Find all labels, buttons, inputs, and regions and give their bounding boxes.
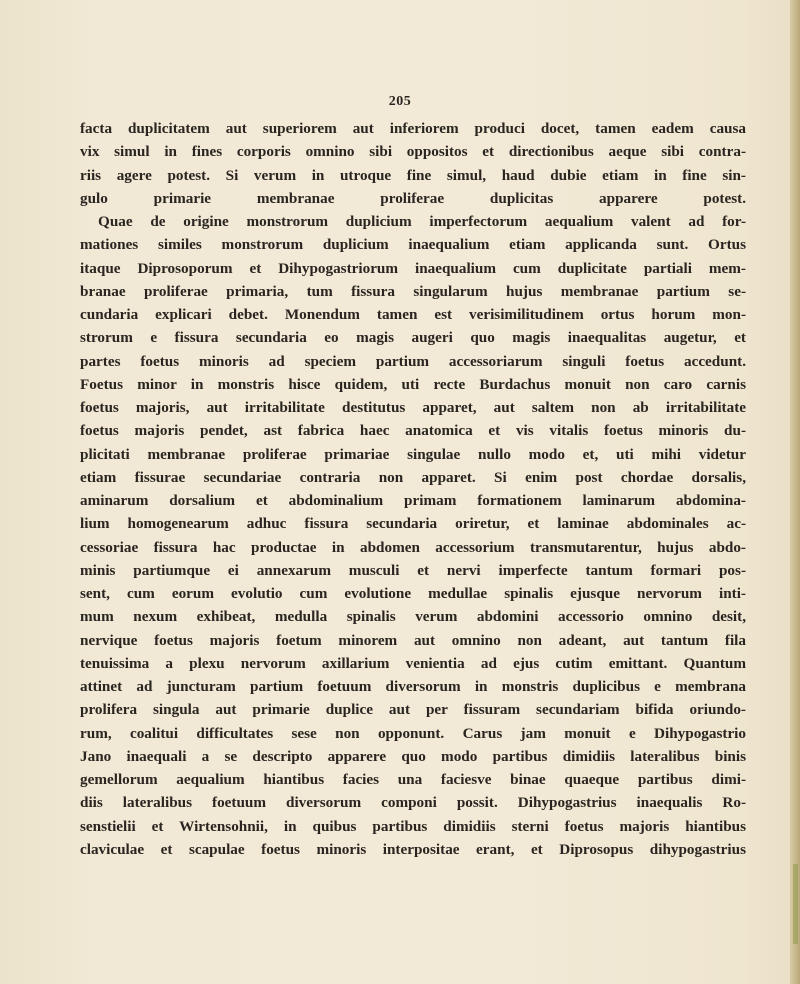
text-line: diis lateralibus foetuum diversorum componi possit. Dihypogastrius inaequalis Ro-: [80, 794, 746, 812]
text-line: partes foetus minoris ad speciem partium accessoriarum singuli foetus accedunt.: [80, 352, 746, 370]
text-line: Jano inaequali a se descripto apparere quo modo partibus dimidiis lateralibus binis: [80, 747, 746, 765]
text-line: riis agere potest. Si verum in utroque fine simul, haud dubie etiam in fine sin-: [80, 166, 746, 184]
text-line: prolifera singula aut primarie duplice aut per fissuram secundariam bifida oriundo-: [80, 701, 746, 719]
text-line: claviculae et scapulae foetus minoris interpositae erant, et Diprosopus dihypogastrius: [80, 840, 746, 858]
page-number: 205: [388, 94, 412, 109]
text-line: strorum e fissura secundaria eo magis augeri quo magis inaequalitas augetur, et: [80, 329, 746, 347]
text-line: lium homogenearum adhuc fissura secundaria oriretur, et laminae abdominales ac-: [80, 515, 746, 533]
text-line: gulo primarie membranae proliferae duplicitas apparere potest.: [80, 189, 746, 207]
text-line: cundaria explicari debet. Monendum tamen est verisimilitudinem ortus horum mon-: [80, 306, 746, 323]
text-line: senstielii et Wirtensohnii, in quibus partibus dimidiis sterni foetus majoris hiantibus: [80, 817, 746, 835]
text-line: Foetus minor in monstris hisce quidem, uti recte Burdachus monuit non caro carnis: [80, 375, 746, 393]
body-text: [80, 117, 746, 861]
text-line: etiam fissurae secundariae contraria non apparet. Si enim post chordae dorsalis,: [80, 468, 746, 486]
text-line: foetus majoris, aut irritabilitate destitutus apparet, aut saltem non ab irritabilitate: [80, 399, 746, 416]
text-line: minis partiumque ei annexarum musculi et nervi imperfecte tantum formari pos-: [80, 561, 746, 579]
text-line: Quae de origine monstrorum duplicium imperfectorum aequalium valent ad for-: [98, 213, 746, 230]
page-edge-mark: [793, 864, 798, 944]
page-edge: [790, 0, 800, 984]
text-line: vix simul in fines corporis omnino sibi oppositos et directionibus aeque sibi contra-: [80, 143, 746, 161]
text-line: aminarum dorsalium et abdominalium primam formationem laminarum abdomina-: [80, 492, 746, 509]
text-line: gemellorum aequalium hiantibus facies una faciesve binae quaeque partibus dimi-: [80, 771, 746, 788]
text-line: itaque Diprosoporum et Dihypogastriorum inaequalium cum duplicitate partiali mem-: [80, 259, 746, 277]
text-line: sent, cum eorum evolutio cum evolutione medullae spinalis ejusque nervorum inti-: [80, 585, 746, 602]
text-line: attinet ad juncturam partium foetuum diversorum in monstris duplicibus e membrana: [80, 678, 746, 695]
text-line: cessoriae fissura hac productae in abdomen accessorium transmutarentur, hujus abdo-: [80, 538, 746, 556]
text-line: rum, coalitui difficultates sese non opponunt. Carus jam monuit e Dihypogastrio: [80, 724, 746, 742]
text-line: mationes similes monstrorum duplicium inaequalium etiam applicanda sunt. Ortus: [80, 236, 746, 254]
text-line: facta duplicitatem aut superiorem aut inferiorem produci docet, tamen eadem causa: [80, 120, 746, 137]
text-line: branae proliferae primaria, tum fissura singularum hujus membranae partium se-: [80, 282, 746, 300]
text-line: tenuissima a plexu nervorum axillarium venientia ad ejus cutim emittant. Quantum: [80, 654, 746, 672]
text-line: mum nexum exhibeat, medulla spinalis verum abdomini accessorio omnino desit,: [80, 608, 746, 626]
text-line: foetus majoris pendet, ast fabrica haec anatomica et vis vitalis foetus minoris du-: [80, 422, 746, 440]
text-line: nervique foetus majoris foetum minorem aut omnino non adeant, aut tantum fila: [80, 631, 746, 649]
text-line: plicitati membranae proliferae primariae singulae nullo modo et, uti mihi videtur: [80, 445, 746, 463]
